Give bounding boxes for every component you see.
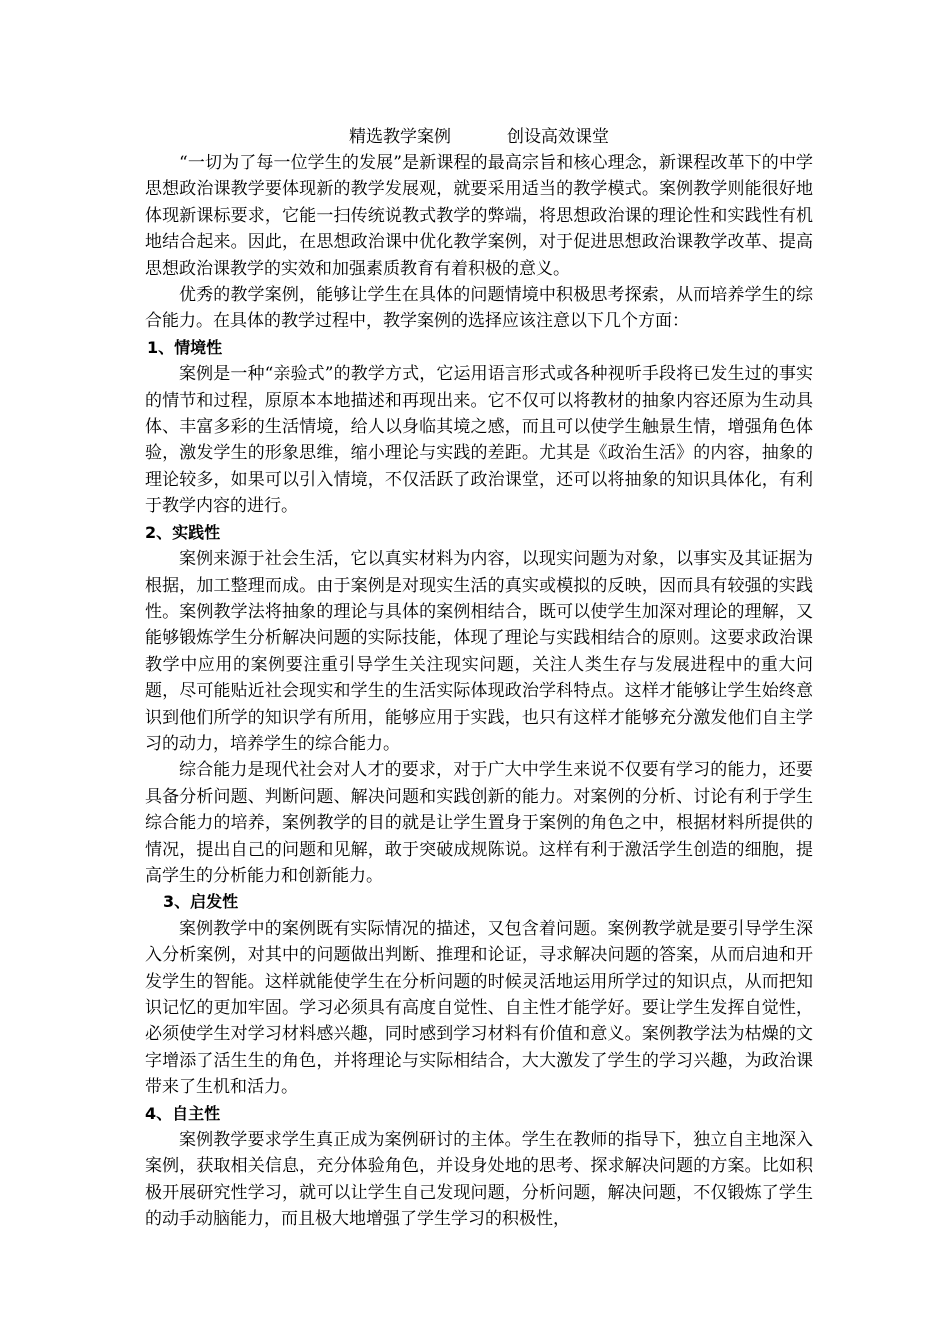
section-3-paragraph-1: 案例教学中的案例既有实际情况的描述，又包含着问题。案例教学就是要引导学生深入分析案例，对其中的问题做出判断、推理和论证，寻求解决问题的答案，从而启迪和开发学生的智能。这样就能使学生在分析问题的时候灵活地运用所学过的知识点，从而把知识记忆的更加牢固。学习必须具有高度自觉性、自主性才能学好。要让学生发挥自觉性，必须使学生对学习材料感兴趣，同时感到学习材料有价值和意义。案例教学法为枯燥的文字增添了活生生的角色，并将理论与实际相结合，大大激发了学生的学习兴趣，为政治课带来了生机和活力。: [145, 918, 813, 1098]
section-heading-3: 3、启发性: [163, 892, 239, 912]
intro-paragraph-2: 优秀的教学案例，能够让学生在具体的问题情境中积极思考探索，从而培养学生的综合能力。在具体的教学过程中，教学案例的选择应该注意以下几个方面：: [145, 285, 813, 332]
document-title: [145, 124, 813, 150]
title-left: 精选教学案例: [349, 127, 451, 147]
section-2-paragraph-2: 综合能力是现代社会对人才的要求，对于广大中学生来说不仅要有学习的能力，还要具备分析问题、判断问题、解决问题和实践创新的能力。对案例的分析、讨论有利于学生综合能力的培养，案例教学的目的就是让学生置身于案例的角色之中，根据材料所提供的情况，提出自己的问题和见解，敢于突破成规陈说。这样有利于激活学生创造的细胞，提高学生的分析能力和创新能力。: [145, 760, 813, 886]
title-right: 创设高效课堂: [507, 127, 609, 147]
section-heading-1: 1、情境性: [147, 337, 223, 357]
section-2-paragraph-1: 案例来源于社会生活，它以真实材料为内容，以现实问题为对象，以事实及其证据为根据，加工整理而成。由于案例是对现实生活的真实或模拟的反映，因而具有较强的实践性。案例教学法将抽象的理论与具体的案例相结合，既可以使学生加深对理论的理解，又能够锻炼学生分析解决问题的实际技能，体现了理论与实践相结合的原则。这要求政治课教学中应用的案例要注重引导学生关注现实问题，关注人类生存与发展进程中的重大问题，尽可能贴近社会现实和学生的生活实际体现政治学科特点。这样才能够让学生始终意识到他们所学的知识学有所用，能够应用于实践，也只有这样才能够充分激发他们自主学习的动力，培养学生的综合能力。: [145, 549, 813, 754]
section-4-paragraph-1: 案例教学要求学生真正成为案例研讨的主体。学生在教师的指导下，独立自主地深入案例，获取相关信息，充分体验角色，并设身处地的思考、探求解决问题的方案。比如积极开展研究性学习，就可以让学生自己发现问题，分析问题，解决问题，不仅锻炼了学生的动手动脑能力，而且极大地增强了学生学习的积极性，: [145, 1130, 813, 1230]
section-1-paragraph-1: 案例是一种“亲验式”的教学方式，它运用语言形式或各种视听手段将已发生过的事实的情节和过程，原原本本地描述和再现出来。它不仅可以将教材的抽象内容还原为生动具体、丰富多彩的生活情境，给人以身临其境之感，而且可以使学生触景生情，增强角色体验，激发学生的形象思维，缩小理论与实践的差距。尤其是《政治生活》的内容，抽象的理论较多，如果可以引入情境，不仅活跃了政治课堂，还可以将抽象的知识具体化，有利于教学内容的进行。: [145, 364, 813, 517]
section-heading-2: 2、实践性: [145, 522, 221, 542]
intro-paragraph-1: “一切为了每一位学生的发展”是新课程的最高宗旨和核心理念，新课程改革下的中学思想政治课教学要体现新的教学发展观，就要采用适当的教学模式。案例教学则能很好地体现新课标要求，它能一扫传统说教式教学的弊端，将思想政治课的理论性和实践性有机地结合起来。因此，在思想政治课中优化教学案例，对于促进思想政治课教学改革、提高思想政治课教学的实效和加强素质教育有着积极的意义。: [145, 153, 813, 279]
section-heading-4: 4、自主性: [145, 1103, 221, 1123]
document-page: [145, 124, 813, 1233]
